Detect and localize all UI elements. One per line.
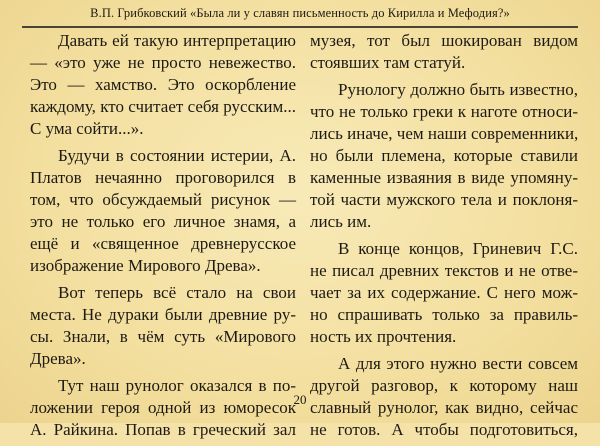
text-line: ность их прочтения. [310,327,457,346]
text-line: Вот теперь всё стало на свои [58,283,296,302]
paragraph [30,145,296,277]
left-column [30,30,296,446]
text-line: не писал древних текстов и не отве- [310,261,578,280]
paragraph [310,238,578,348]
text-line: В конце концов, Гриневич Г.С. [338,239,578,258]
text-line: Рунологу должно быть известно, [338,80,578,99]
text-line: стоявших там статуй. [310,53,466,72]
text-line: другой разговор, к которому наш [310,376,578,395]
text-line: Платов нечаянно проговорился в [30,168,296,187]
text-line: Давать ей такую интерпретацию [58,31,296,50]
text-line: музея, тот был шокирован видом [310,31,578,50]
paragraph [30,282,296,370]
paragraph [30,375,296,441]
text-line: славный рунолог, как видно, сейчас [310,398,578,417]
text-line: лись им. [310,212,372,231]
text-line: изображение Мирового Древа». [30,256,261,275]
running-header: В.П. Грибковский «Была ли у славян письменность до Кирилла и Мефодия?» [90,6,510,20]
right-column [310,30,578,446]
text-line: ложении героя одной из юморесок [30,398,296,417]
text-line: каждому, кто считает себя русским... [30,97,296,116]
text-line: лись иначе, чем наши современники, [310,124,579,143]
text-line: той части мужского тела и поклоня- [310,190,578,209]
paragraph [30,30,296,140]
text-line: Будучи в состоянии истерии, А. [58,146,296,165]
text-line: Это — хамство. Это оскорбление [30,75,296,94]
paragraph [310,79,578,233]
text-line: том, что обсуждаемый рисунок — [30,190,296,209]
page-number: 20 [293,392,307,407]
text-line: места. Не дураки были древние ру- [30,305,296,324]
text-line: это не только его личное знамя, а [30,212,296,231]
text-line: Тут наш рунолог оказался в по- [58,376,296,395]
text-line: сы. Знали, в чём суть «Мирового [30,327,296,346]
text-line: что не только греки к наготе относи- [310,102,578,121]
paragraph [310,30,578,74]
text-line: но были племена, которые ставили [310,146,578,165]
text-line: А. Райкина. Попав в греческий зал [30,420,296,439]
text-line: С ума сойти...». [30,119,144,138]
text-line: — «это уже не просто невежество. [30,53,296,72]
text-line: не готов. А чтобы подготовиться, [310,420,578,439]
text-line: чает за их содержание. С него мож- [310,283,578,302]
text-line: Древа». [30,349,86,368]
text-line: каменные изваяния в виде упомяну- [310,168,578,187]
text-line: но спрашивать только за правиль- [310,305,578,324]
text-line: ещё и «священное древнерусское [30,234,296,253]
header-rule [22,26,578,28]
text-line: А для этого нужно вести совсем [338,354,578,373]
